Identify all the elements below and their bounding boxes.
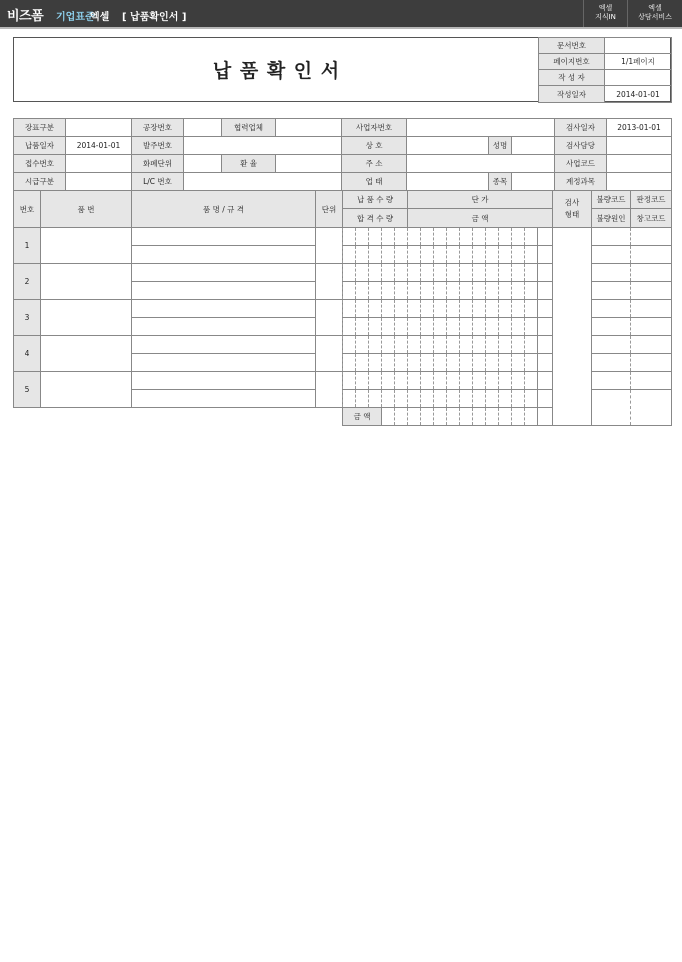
qty-price-digit-cell[interactable] [460,390,473,408]
item-spec-cell[interactable] [132,390,316,408]
qty-price-digit-cell[interactable] [486,372,499,390]
qty-price-digit-cell[interactable] [421,264,434,282]
qty-price-digit-cell[interactable] [395,246,408,264]
total-digit[interactable] [512,408,525,426]
qty-price-digit-cell[interactable] [499,390,512,408]
qty-price-digit-cell[interactable] [343,282,356,300]
total-digit[interactable] [499,408,512,426]
qty-price-digit-cell[interactable] [369,372,382,390]
qty-price-digit-cell[interactable] [434,390,447,408]
qty-price-digit-cell[interactable] [512,300,525,318]
partner-field[interactable] [276,119,342,137]
qty-price-digit-cell[interactable] [460,246,473,264]
inspection-date-field[interactable]: 2013-01-01 [607,119,672,137]
col-judge-code: 판정코드 [631,191,672,209]
qty-price-digit-cell[interactable] [447,372,460,390]
qty-price-digit-cell[interactable] [408,228,421,246]
col-warehouse-code: 창고코드 [631,209,672,228]
qty-price-digit-cell[interactable] [382,336,395,354]
defect-cell[interactable] [592,264,631,282]
qty-price-digit-cell[interactable] [473,336,486,354]
qty-price-digit-cell[interactable] [447,264,460,282]
total-amount-label: 금 액 [343,408,382,426]
total-digit[interactable] [408,408,421,426]
qty-price-digit-cell[interactable] [408,336,421,354]
qty-price-digit-cell[interactable] [525,336,538,354]
qty-price-digit-cell[interactable] [382,300,395,318]
part-no-cell[interactable] [41,372,132,408]
qty-price-digit-cell[interactable] [512,228,525,246]
qty-price-digit-cell[interactable] [395,372,408,390]
label-factory-no: 공장번호 [132,119,184,137]
inspector-field[interactable] [607,137,672,155]
label-business-no: 사업자번호 [342,119,407,137]
qty-price-digit-cell[interactable] [525,372,538,390]
business-no-field[interactable] [407,119,555,137]
qty-price-digit-cell[interactable] [356,372,369,390]
qty-price-digit-cell[interactable] [408,390,421,408]
qty-price-digit-cell[interactable] [473,282,486,300]
qty-price-digit-cell[interactable] [525,354,538,372]
defect-cell[interactable] [592,390,631,426]
judge-cell[interactable] [631,228,672,246]
qty-price-digit-cell[interactable] [421,372,434,390]
qty-price-digit-cell[interactable] [343,336,356,354]
judge-cell[interactable] [631,282,672,300]
qty-price-digit-cell[interactable] [447,318,460,336]
voucher-type-field[interactable] [66,119,132,137]
qty-price-digit-cell[interactable] [512,246,525,264]
qty-price-digit-cell[interactable] [343,318,356,336]
defect-cell[interactable] [592,228,631,246]
qty-price-digit-cell[interactable] [395,300,408,318]
total-digit[interactable] [538,408,553,426]
item-spec-cell[interactable] [132,282,316,300]
qty-price-digit-cell[interactable] [369,300,382,318]
qty-price-digit-cell[interactable] [382,354,395,372]
row-number: 1 [14,228,41,264]
item-name-cell[interactable] [132,228,316,246]
qty-price-digit-cell[interactable] [434,372,447,390]
item-spec-cell[interactable] [132,354,316,372]
qty-price-digit-cell[interactable] [421,354,434,372]
total-digit[interactable] [421,408,434,426]
qty-price-digit-cell[interactable] [382,246,395,264]
qty-price-digit-cell[interactable] [460,282,473,300]
qty-price-digit-cell[interactable] [486,282,499,300]
qty-price-digit-cell[interactable] [486,264,499,282]
defect-cell[interactable] [592,354,631,372]
judge-cell[interactable] [631,390,672,426]
total-digit[interactable] [486,408,499,426]
qty-price-digit-cell[interactable] [525,246,538,264]
qty-price-digit-cell[interactable] [512,336,525,354]
col-unit-price: 단 가 [408,191,553,209]
qty-price-digit-cell[interactable] [525,318,538,336]
qty-price-digit-cell[interactable] [486,300,499,318]
qty-price-digit-cell[interactable] [356,354,369,372]
unit-cell[interactable] [316,336,343,372]
qty-price-digit-cell[interactable] [356,390,369,408]
qty-price-digit-cell[interactable] [369,264,382,282]
label-rep-name: 성명 [489,137,512,155]
qty-price-digit-cell[interactable] [369,336,382,354]
quantity-price-table [342,190,553,426]
qty-price-digit-cell[interactable] [525,282,538,300]
qty-price-digit-cell[interactable] [395,264,408,282]
qty-price-digit-cell[interactable] [499,300,512,318]
qty-price-digit-cell[interactable] [369,282,382,300]
judge-cell[interactable] [631,246,672,264]
total-digit[interactable] [382,408,395,426]
qty-price-digit-cell[interactable] [343,264,356,282]
total-digit[interactable] [395,408,408,426]
col-unit: 단위 [316,191,343,228]
qty-price-digit-cell[interactable] [356,336,369,354]
qty-price-digit-cell[interactable] [356,228,369,246]
qty-price-digit-cell[interactable] [356,318,369,336]
business-type-field[interactable] [407,173,489,191]
total-digit[interactable] [460,408,473,426]
qty-price-digit-cell[interactable] [382,264,395,282]
defect-cell[interactable] [592,300,631,318]
qty-price-digit-cell[interactable] [473,246,486,264]
judge-cell[interactable] [631,300,672,318]
total-digit[interactable] [447,408,460,426]
qty-price-digit-cell[interactable] [486,336,499,354]
document-title-tag: [ 납품확인서 ] [122,12,187,23]
qty-price-digit-cell[interactable] [538,300,553,318]
account-field[interactable] [607,173,672,191]
topbar-divider [0,27,682,29]
qty-price-digit-cell[interactable] [434,300,447,318]
qty-price-digit-cell[interactable] [499,318,512,336]
label-company-name: 상 호 [342,137,407,155]
judge-cell[interactable] [631,336,672,354]
qty-price-digit-cell[interactable] [434,318,447,336]
qty-price-digit-cell[interactable] [421,390,434,408]
unit-cell[interactable] [316,264,343,300]
col-delivered-qty: 납 품 수 량 [343,191,408,209]
col-item-name: 품 명 / 규 격 [132,191,316,228]
row-number: 4 [14,336,41,372]
brand-standard[interactable]: 기업표준 [56,12,95,23]
info-value[interactable]: 2014-01-01 [605,86,672,103]
qty-price-digit-cell[interactable] [486,228,499,246]
label-voucher-type: 장표구분 [14,119,66,137]
info-label: 페이지번호 [539,54,605,70]
qty-price-digit-cell[interactable] [434,246,447,264]
qty-price-digit-cell[interactable] [356,246,369,264]
qty-price-digit-cell[interactable] [408,372,421,390]
qty-price-digit-cell[interactable] [538,228,553,246]
qty-price-digit-cell[interactable] [447,354,460,372]
item-name-cell[interactable] [132,336,316,354]
address-field[interactable] [407,155,555,173]
qty-price-digit-cell[interactable] [447,282,460,300]
qty-price-digit-cell[interactable] [473,390,486,408]
unit-cell[interactable] [316,228,343,264]
order-no-field[interactable] [184,137,342,155]
qty-price-digit-cell[interactable] [434,264,447,282]
label-inspection-date: 검사일자 [555,119,607,137]
col-passed-qty: 합 격 수 량 [343,209,408,228]
defect-cell[interactable] [592,318,631,336]
total-digit[interactable] [473,408,486,426]
info-label: 작성일자 [539,86,605,103]
qty-price-digit-cell[interactable] [434,228,447,246]
col-defect-code: 불량코드 [592,191,631,209]
exchange-rate-field[interactable] [276,155,342,173]
qty-price-digit-cell[interactable] [421,318,434,336]
qty-price-digit-cell[interactable] [460,300,473,318]
row-number: 2 [14,264,41,300]
qty-price-digit-cell[interactable] [434,336,447,354]
unit-cell[interactable] [316,372,343,408]
qty-price-digit-cell[interactable] [460,372,473,390]
qty-price-digit-cell[interactable] [538,246,553,264]
header-table [13,118,672,191]
qty-price-digit-cell[interactable] [447,300,460,318]
business-code-field[interactable] [607,155,672,173]
qty-price-digit-cell[interactable] [460,318,473,336]
qty-price-digit-cell[interactable] [421,336,434,354]
col-amount: 금 액 [408,209,553,228]
currency-field[interactable] [184,155,222,173]
qty-price-digit-cell[interactable] [421,300,434,318]
qty-price-digit-cell[interactable] [473,372,486,390]
qty-price-digit-cell[interactable] [434,354,447,372]
row-number: 5 [14,372,41,408]
col-defect-cause: 불량원인 [592,209,631,228]
label-delivery-date: 납품일자 [14,137,66,155]
part-no-cell[interactable] [41,264,132,300]
qty-price-digit-cell[interactable] [408,264,421,282]
qty-price-digit-cell[interactable] [538,282,553,300]
info-value[interactable]: 1/1페이지 [605,54,672,70]
qty-price-digit-cell[interactable] [447,228,460,246]
qty-price-digit-cell[interactable] [486,354,499,372]
total-digit[interactable] [434,408,447,426]
qty-price-digit-cell[interactable] [343,246,356,264]
defect-cell[interactable] [592,246,631,264]
info-label: 문서번호 [539,38,605,54]
qty-price-digit-cell[interactable] [408,300,421,318]
delivery-date-field[interactable]: 2014-01-01 [66,137,132,155]
qty-price-digit-cell[interactable] [499,228,512,246]
qty-price-digit-cell[interactable] [395,228,408,246]
label-inspector: 검사담당 [555,137,607,155]
judge-cell[interactable] [631,318,672,336]
qty-price-digit-cell[interactable] [460,264,473,282]
qty-price-digit-cell[interactable] [408,246,421,264]
label-partner: 협력업체 [222,119,276,137]
label-currency: 화폐단위 [132,155,184,173]
brand-excel[interactable]: 엑셀 [90,12,110,23]
qty-price-digit-cell[interactable] [460,228,473,246]
qty-price-digit-cell[interactable] [473,228,486,246]
qty-price-digit-cell[interactable] [486,390,499,408]
document-info-table [538,37,672,103]
qty-price-digit-cell[interactable] [382,372,395,390]
qty-price-digit-cell[interactable] [395,354,408,372]
qty-price-digit-cell[interactable] [343,354,356,372]
qty-price-digit-cell[interactable] [473,354,486,372]
label-order-no: 발주번호 [132,137,184,155]
judge-cell[interactable] [631,372,672,390]
qty-price-digit-cell[interactable] [395,282,408,300]
unit-cell[interactable] [316,300,343,336]
qty-price-digit-cell[interactable] [382,282,395,300]
qty-price-digit-cell[interactable] [473,264,486,282]
qty-price-digit-cell[interactable] [382,318,395,336]
qty-price-digit-cell[interactable] [343,372,356,390]
label-business-type: 업 태 [342,173,407,191]
qty-price-digit-cell[interactable] [499,336,512,354]
qty-price-digit-cell[interactable] [382,390,395,408]
qty-price-digit-cell[interactable] [408,354,421,372]
qty-price-digit-cell[interactable] [382,228,395,246]
label-address: 주 소 [342,155,407,173]
col-no: 번호 [14,191,41,228]
item-spec-cell[interactable] [132,318,316,336]
qty-price-digit-cell[interactable] [512,372,525,390]
part-no-cell[interactable] [41,336,132,372]
qty-price-digit-cell[interactable] [525,390,538,408]
qty-price-digit-cell[interactable] [421,228,434,246]
qty-price-digit-cell[interactable] [369,246,382,264]
qty-price-digit-cell[interactable] [525,300,538,318]
rep-name-field[interactable] [512,137,555,155]
top-bar [0,0,682,27]
qty-price-digit-cell[interactable] [538,390,553,408]
qty-price-digit-cell[interactable] [538,318,553,336]
qty-price-digit-cell[interactable] [460,354,473,372]
bizform-logo[interactable]: 비즈폼 [7,9,44,24]
defect-cell[interactable] [592,372,631,390]
qty-price-digit-cell[interactable] [343,300,356,318]
qty-price-digit-cell[interactable] [343,390,356,408]
qty-price-digit-cell[interactable] [499,246,512,264]
qty-price-digit-cell[interactable] [395,390,408,408]
col-inspection-type: 검사 형태 [553,191,592,228]
qty-price-digit-cell[interactable] [538,336,553,354]
label-supply-type: 시급구분 [14,173,66,191]
qty-price-digit-cell[interactable] [343,228,356,246]
item-name-cell[interactable] [132,300,316,318]
inspection-table [552,190,672,426]
info-value[interactable] [605,38,672,54]
part-no-cell[interactable] [41,300,132,336]
defect-cell[interactable] [592,336,631,354]
qty-price-digit-cell[interactable] [512,354,525,372]
qty-price-digit-cell[interactable] [512,390,525,408]
qty-price-digit-cell[interactable] [525,264,538,282]
total-digit[interactable] [525,408,538,426]
judge-cell[interactable] [631,264,672,282]
items-table [13,190,343,408]
qty-price-digit-cell[interactable] [499,372,512,390]
item-name-cell[interactable] [132,264,316,282]
col-part-no: 품 번 [41,191,132,228]
lc-no-field[interactable] [184,173,342,191]
qty-price-digit-cell[interactable] [369,318,382,336]
qty-price-digit-cell[interactable] [538,264,553,282]
qty-price-digit-cell[interactable] [421,246,434,264]
supply-type-field[interactable] [66,173,132,191]
item-name-cell[interactable] [132,372,316,390]
qty-price-digit-cell[interactable] [499,282,512,300]
qty-price-digit-cell[interactable] [447,336,460,354]
qty-price-digit-cell[interactable] [408,318,421,336]
company-name-field[interactable] [407,137,489,155]
info-value[interactable] [605,70,672,86]
label-account: 계정과목 [555,173,607,191]
qty-price-digit-cell[interactable] [486,318,499,336]
judge-cell[interactable] [631,354,672,372]
qty-price-digit-cell[interactable] [460,336,473,354]
qty-price-digit-cell[interactable] [369,228,382,246]
item-spec-cell[interactable] [132,246,316,264]
factory-no-field[interactable] [184,119,222,137]
qty-price-digit-cell[interactable] [473,318,486,336]
excel-knowledge-button[interactable]: 엑셀 지식IN [583,0,627,27]
qty-price-digit-cell[interactable] [538,354,553,372]
label-receipt-no: 접수번호 [14,155,66,173]
inspection-type-cell[interactable] [553,228,592,426]
label-exchange-rate: 환 율 [222,155,276,173]
receipt-no-field[interactable] [66,155,132,173]
qty-price-digit-cell[interactable] [408,282,421,300]
qty-price-digit-cell[interactable] [395,318,408,336]
qty-price-digit-cell[interactable] [473,300,486,318]
qty-price-digit-cell[interactable] [525,228,538,246]
row-number: 3 [14,300,41,336]
qty-price-digit-cell[interactable] [395,336,408,354]
qty-price-digit-cell[interactable] [499,264,512,282]
info-label: 작 성 자 [539,70,605,86]
label-lc-no: L/C 번호 [132,173,184,191]
qty-price-digit-cell[interactable] [434,282,447,300]
qty-price-digit-cell[interactable] [369,390,382,408]
qty-price-digit-cell[interactable] [486,246,499,264]
part-no-cell[interactable] [41,228,132,264]
page-title: 납 품 확 인 서 [212,60,341,82]
qty-price-digit-cell[interactable] [356,264,369,282]
qty-price-digit-cell[interactable] [538,372,553,390]
business-item-field[interactable] [512,173,555,191]
defect-cell[interactable] [592,282,631,300]
excel-consult-button[interactable]: 엑셀 상담서비스 [627,0,682,27]
label-business-item: 종목 [489,173,512,191]
qty-price-digit-cell[interactable] [499,354,512,372]
qty-price-digit-cell[interactable] [512,282,525,300]
qty-price-digit-cell[interactable] [512,264,525,282]
qty-price-digit-cell[interactable] [369,354,382,372]
qty-price-digit-cell[interactable] [512,318,525,336]
qty-price-digit-cell[interactable] [447,390,460,408]
label-business-code: 사업코드 [555,155,607,173]
qty-price-digit-cell[interactable] [421,282,434,300]
qty-price-digit-cell[interactable] [447,246,460,264]
qty-price-digit-cell[interactable] [356,300,369,318]
qty-price-digit-cell[interactable] [356,282,369,300]
